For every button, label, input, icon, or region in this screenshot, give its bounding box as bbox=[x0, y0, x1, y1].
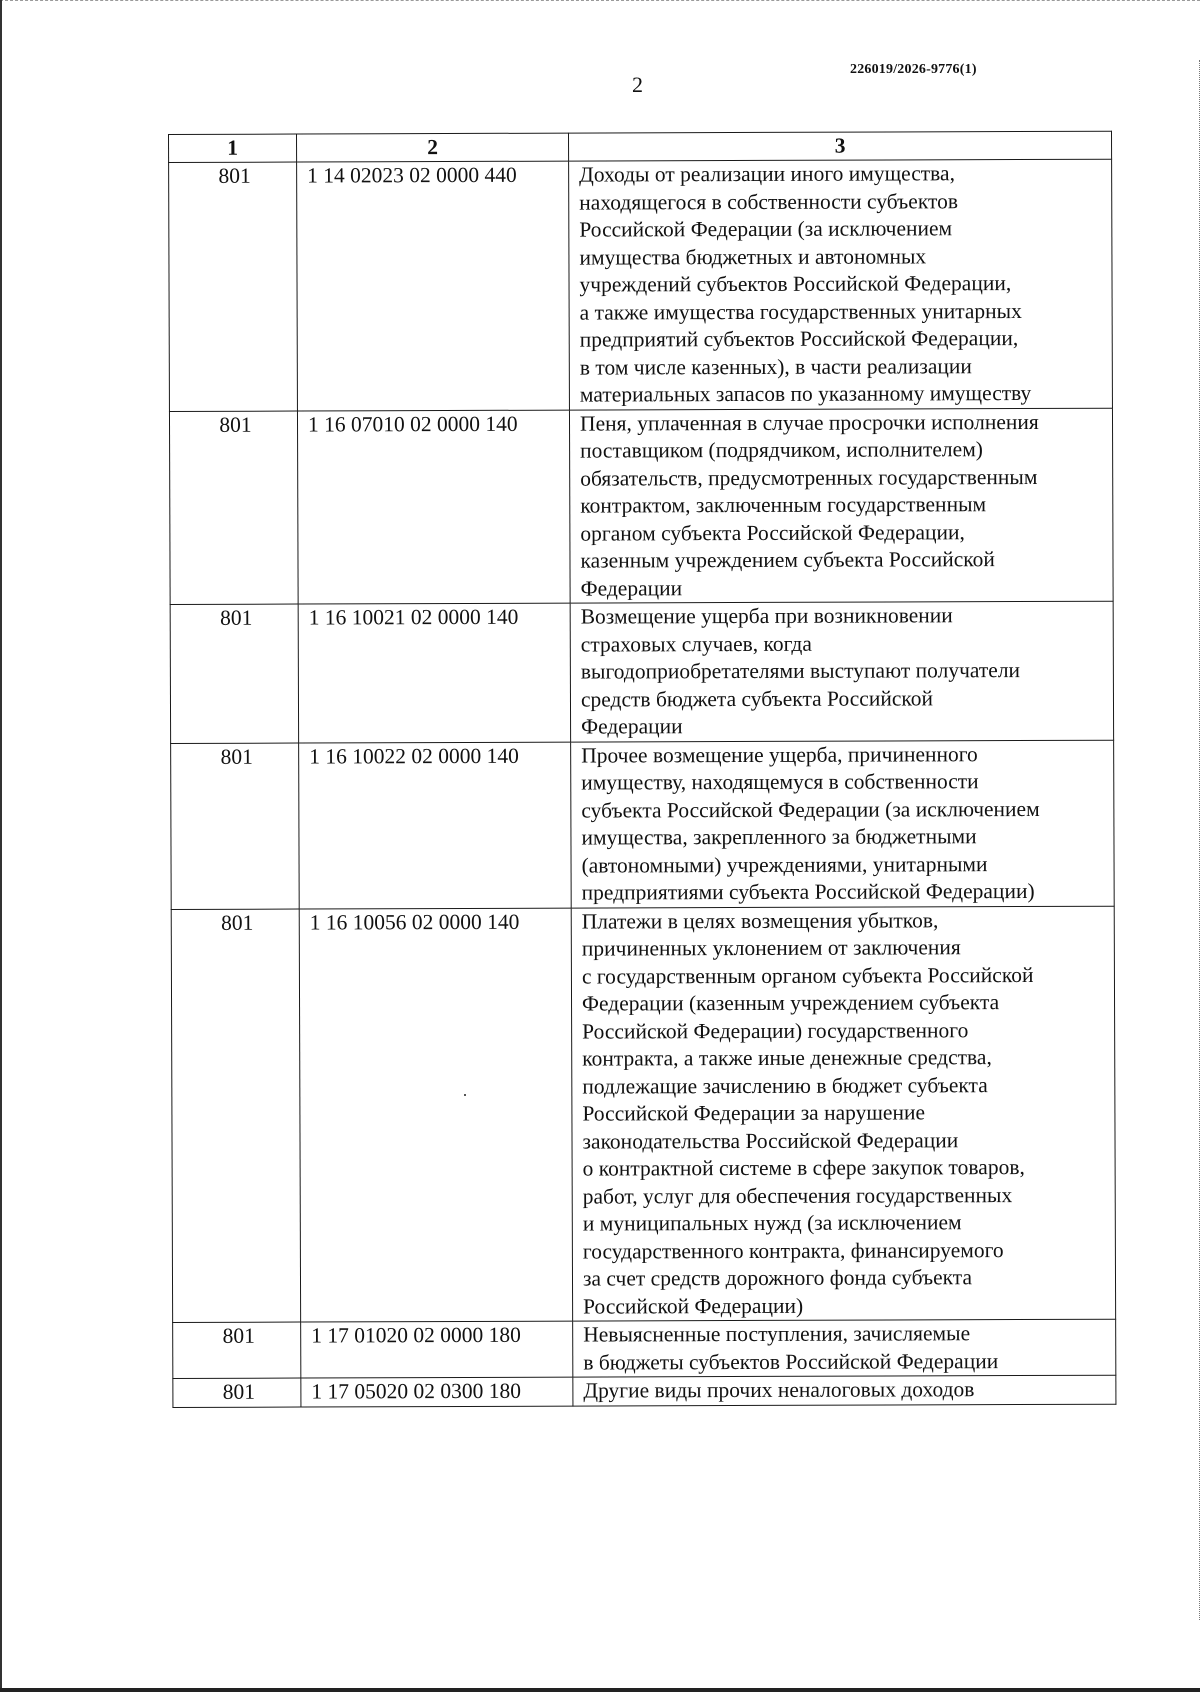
page-number: 2 bbox=[632, 72, 643, 97]
revenue-name-cell: Прочее возмещение ущерба, причиненного имуществу, находящемуся в собственности субъекта Российской Федерации (за исключением имущества, закрепленного за бюджетными (автономными) учреждениями, унитарными предприятиями субъекта Российской Федерации) bbox=[571, 740, 1115, 908]
revenue-name-cell: Возмещение ущерба при возникновении страховых случаев, когда выгодоприобретателями выступают получатели средств бюджета субъекта Российской Федерации bbox=[570, 601, 1113, 741]
revenue-code-cell: 1 17 01020 02 0000 180 bbox=[301, 1321, 573, 1378]
revenue-code-cell: 1 16 10056 02 0000 140 bbox=[299, 908, 572, 1322]
revenue-code-cell: 1 14 02023 02 0000 440 bbox=[297, 161, 570, 410]
revenue-name-cell: Пеня, уплаченная в случае просрочки исполнения поставщиком (подрядчиком, исполнителем) обязательств, предусмотренных государственным контрактом, заключенным государственным органом субъекта Российской Федерации, казенным учреждением субъекта Российской Федерации bbox=[569, 408, 1113, 603]
admin-code-cell: 801 bbox=[170, 604, 298, 743]
revenue-code-cell: 1 17 05020 02 0300 180 bbox=[301, 1377, 573, 1406]
scan-edge-left bbox=[0, 0, 4, 1692]
admin-code-cell: 801 bbox=[173, 1322, 301, 1378]
admin-code-cell: 801 bbox=[171, 909, 300, 1323]
table-row bbox=[170, 601, 1113, 743]
revenue-name-cell: Другие виды прочих неналоговых доходов bbox=[573, 1375, 1116, 1405]
admin-code-cell: 801 bbox=[169, 411, 298, 605]
table-header-row bbox=[169, 131, 1112, 162]
table-row bbox=[171, 906, 1115, 1323]
column-header-1: 1 bbox=[169, 134, 297, 162]
revenue-name-cell: Невыясненные поступления, зачисляемые в бюджеты субъектов Российской Федерации bbox=[573, 1319, 1116, 1377]
scan-edge-bottom bbox=[0, 1688, 1200, 1692]
column-header-3: 3 bbox=[568, 131, 1111, 161]
table-row bbox=[173, 1375, 1116, 1407]
revenue-code-cell: 1 16 10021 02 0000 140 bbox=[298, 603, 570, 742]
revenue-name-cell: Доходы от реализации иного имущества, находящегося в собственности субъектов Российской Федерации (за исключением имущества бюджетных и автономных учреждений субъектов Российской Федерации, а также имущества государственных унитарных предприятий субъектов Российской Федерации, в том числе казенных), в части реализации материальных запасов по указанному имуществу bbox=[569, 159, 1113, 409]
revenue-codes-table bbox=[168, 131, 1116, 1408]
table-row bbox=[169, 159, 1113, 411]
table-row bbox=[173, 1319, 1116, 1378]
document-id: 226019/2026-9776(1) bbox=[850, 62, 977, 77]
table-row bbox=[171, 740, 1115, 909]
admin-code-cell: 801 bbox=[169, 162, 298, 411]
admin-code-cell: 801 bbox=[171, 743, 300, 909]
scan-speck bbox=[464, 1094, 466, 1096]
scan-edge-top bbox=[0, 0, 1200, 3]
revenue-name-cell: Платежи в целях возмещения убытков, причиненных уклонением от заключения с государственным органом субъекта Российской Федерации (казенным учреждением субъекта Российской Федерации) государственного контракта, а также иные денежные средства, подлежащие зачислению в бюджет субъекта Российской Федерации за нарушение законодательства Российской Федерации о контрактной системе в сфере закупок товаров, работ, услуг для обеспечения государственных и муниципальных нужд (за исключением государственного контракта, финансируемого за счет средств дорожного фонда субъекта Российской Федерации) bbox=[571, 906, 1115, 1321]
revenue-code-cell: 1 16 10022 02 0000 140 bbox=[299, 742, 572, 909]
revenue-code-cell: 1 16 07010 02 0000 140 bbox=[297, 410, 570, 604]
admin-code-cell: 801 bbox=[173, 1378, 301, 1407]
column-header-2: 2 bbox=[297, 133, 569, 162]
table-row bbox=[169, 408, 1113, 605]
